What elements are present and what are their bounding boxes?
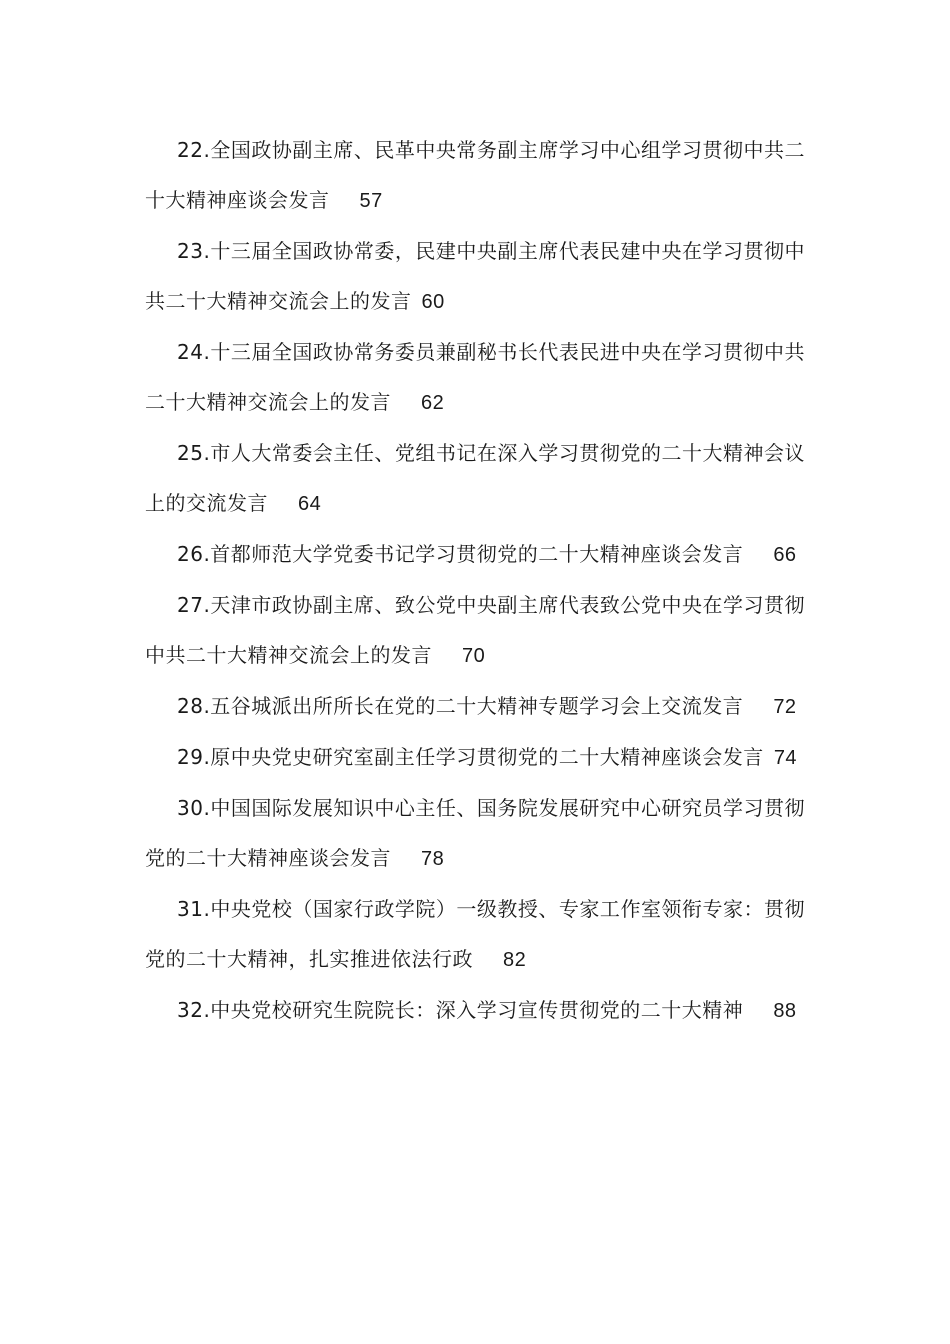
toc-entry-page: 82 <box>503 949 527 971</box>
toc-entry <box>145 226 805 327</box>
toc-entry <box>145 580 805 681</box>
table-of-contents <box>145 125 805 1036</box>
toc-entry-title: 31.中央党校（国家行政学院）一级教授、专家工作室领衔专家：贯彻党的二十大精神，扎实推进依法行政 <box>145 897 805 971</box>
toc-entry-title: 22.全国政协副主席、民革中央常务副主席学习中心组学习贯彻中共二十大精神座谈会发言 <box>145 138 805 212</box>
toc-entry-title: 27.天津市政协副主席、致公党中央副主席代表致公党中央在学习贯彻中共二十大精神交流会上的发言 <box>145 593 805 667</box>
toc-entry-page: 60 <box>421 291 445 313</box>
toc-entry <box>145 681 805 732</box>
toc-entry-title: 32.中央党校研究生院院长：深入学习宣传贯彻党的二十大精神 <box>177 998 744 1022</box>
toc-entry-title: 28.五谷城派出所所长在党的二十大精神专题学习会上交流发言 <box>177 694 744 718</box>
toc-entry <box>145 529 805 580</box>
toc-entry <box>145 732 805 783</box>
toc-entry <box>145 985 805 1036</box>
toc-entry <box>145 884 805 985</box>
toc-entry-title: 30.中国国际发展知识中心主任、国务院发展研究中心研究员学习贯彻党的二十大精神座谈会发言 <box>145 796 805 870</box>
toc-entry <box>145 428 805 529</box>
toc-entry-title: 29.原中央党史研究室副主任学习贯彻党的二十大精神座谈会发言 <box>177 745 764 769</box>
toc-entry-title: 26.首都师范大学党委书记学习贯彻党的二十大精神座谈会发言 <box>177 542 744 566</box>
toc-entry-title: 24.十三届全国政协常务委员兼副秘书长代表民进中央在学习贯彻中共二十大精神交流会上的发言 <box>145 340 805 414</box>
toc-entry-page: 88 <box>773 1000 797 1022</box>
toc-entry-title: 25.市人大常委会主任、党组书记在深入学习贯彻党的二十大精神会议上的交流发言 <box>145 441 805 515</box>
toc-entry-page: 66 <box>773 544 797 566</box>
toc-entry <box>145 783 805 884</box>
toc-entry-page: 62 <box>421 392 445 414</box>
toc-entry <box>145 125 805 226</box>
toc-entry-page: 78 <box>421 848 445 870</box>
toc-entry-title: 23.十三届全国政协常委，民建中央副主席代表民建中央在学习贯彻中共二十大精神交流会上的发言 <box>145 239 805 313</box>
toc-entry-page: 57 <box>359 190 383 212</box>
toc-entry-page: 64 <box>298 493 322 515</box>
toc-entry-page: 70 <box>462 645 486 667</box>
toc-entry <box>145 327 805 428</box>
toc-entry-page: 72 <box>773 696 797 718</box>
toc-entry-page: 74 <box>773 747 798 769</box>
